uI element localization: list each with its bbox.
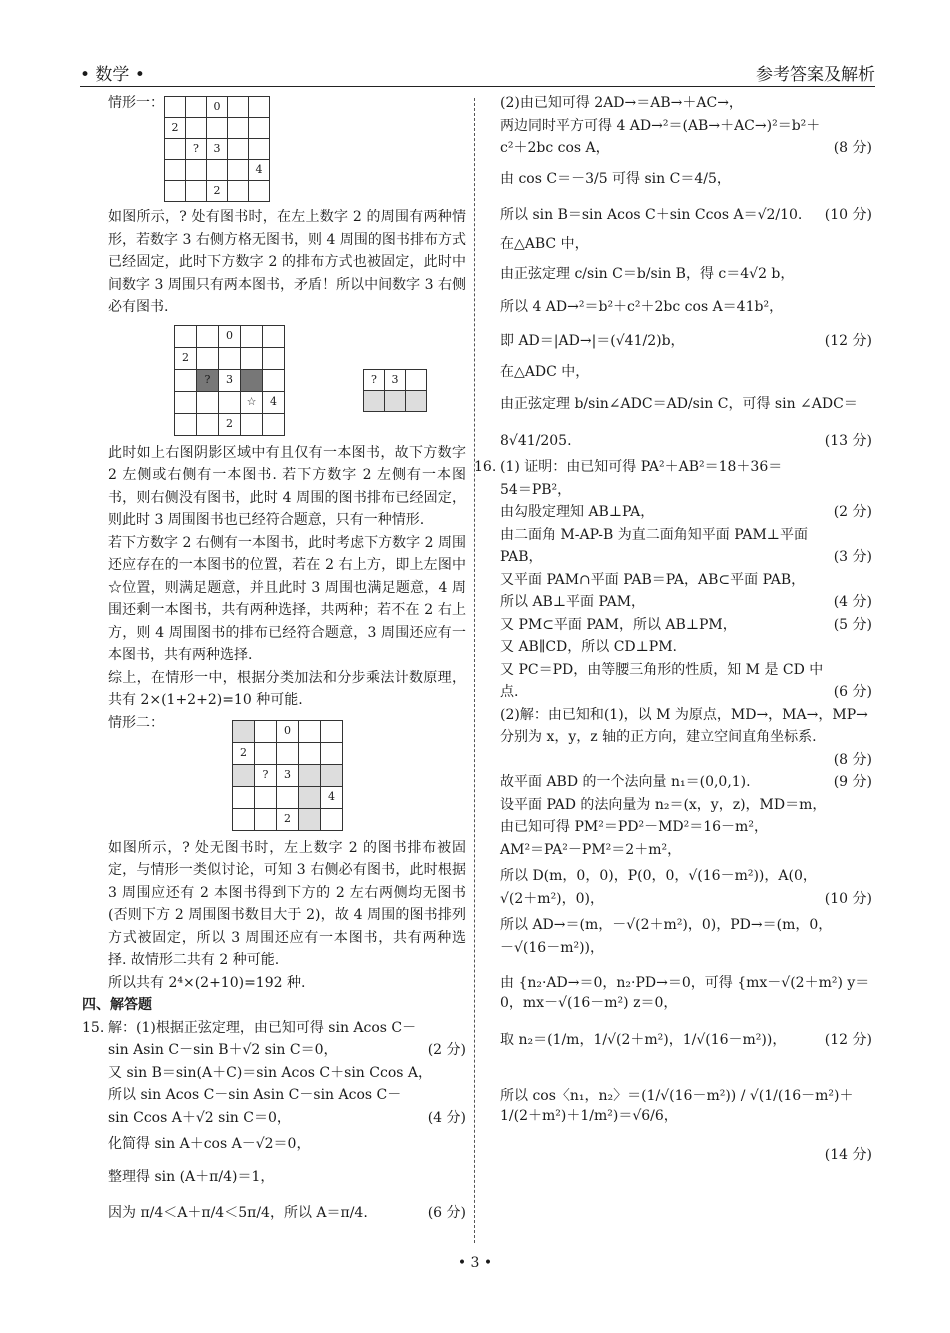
grid-cell (228, 181, 249, 202)
grid-cell (219, 391, 241, 413)
grid-cell (219, 347, 241, 369)
q16-score-8: (8 分) (833, 751, 872, 768)
grid-cell (255, 808, 277, 830)
q15-line-6: 化简得 sin A＋cos A－√2＝0， (108, 1136, 311, 1152)
grid-cell: ? (364, 369, 385, 390)
grid-cell: 2 (233, 742, 255, 764)
q15-row-8 (108, 1202, 466, 1225)
grid-case1-star (174, 325, 285, 436)
grid-row (175, 413, 285, 435)
q16-number: 16. (474, 459, 497, 475)
q16-score-3: (3 分) (833, 549, 872, 565)
grid-cell: ? (197, 369, 219, 391)
paragraph-1: 如图所示，? 处有图书时，在左上数字 2 的周围有两种情形，若数字 3 右侧方格无图书，则 4 周围的图书排布方式已经固定，此时下方数字 2 的排布方式也被固定，此时中间数字 3 周围只有两本图书，矛盾！所以中间数字 3 右侧必有图书. (108, 209, 466, 315)
grid-cell (263, 347, 285, 369)
grid-cell (233, 720, 255, 742)
grid-cell (249, 118, 270, 139)
grid-cell: 4 (249, 160, 270, 181)
grid-cell (186, 181, 207, 202)
grid-cell (197, 347, 219, 369)
grid-row (175, 325, 285, 347)
r-line-12: 8√41/205. (500, 432, 572, 449)
grid-row (175, 347, 285, 369)
q15-line-5: sin Ccos A＋√2 sin C＝0， (108, 1109, 291, 1126)
r-line-6: 在△ABC 中， (500, 235, 589, 252)
grid-cell (197, 325, 219, 347)
grid-cell: 2 (207, 181, 228, 202)
case1-subfigures (174, 325, 466, 436)
section-heading: 四、解答题 (82, 997, 152, 1013)
grid-cell: 0 (207, 97, 228, 118)
grid-row (233, 786, 343, 808)
q16-row-3 (500, 501, 872, 524)
grid-cell (299, 742, 321, 764)
q15-first-line (82, 1017, 466, 1040)
subject-label: • 数学 • (80, 65, 145, 85)
paragraph-4: 综上，在情形一中，根据分类加法和分步乘法计数原理，共有 2×(1+2+2)=10 种可能. (108, 669, 466, 708)
q16-line-12: (2)解：由已知和(1)，以 M 为原点，MD→，MA→，MP→ (500, 706, 868, 723)
grid-cell (406, 390, 427, 411)
r-line-8: 所以 4 AD→²＝b²＋c²＋2bc cos A＝41b²， (500, 298, 784, 315)
grid-cell (263, 369, 285, 391)
q16-first-line (474, 456, 872, 479)
paragraph-6: 所以共有 2⁴×(2+10)=192 种. (108, 974, 306, 991)
left-column (82, 92, 466, 1225)
grid-cell (207, 160, 228, 181)
q15-line-8: 因为 π/4＜A＋π/4＜5π/4，所以 A＝π/4. (108, 1205, 368, 1221)
grid-row (233, 742, 343, 764)
grid-cell (197, 391, 219, 413)
paragraph-5: 如图所示，? 处无图书时，左上数字 2 的图书排布被固定，与情形一类似讨论，可知 3 右侧必有图书，此时根据 3 周围应还有 2 本图书得到下方的 2 左右两侧均无图书(否则下方 2 周围图书数目大于 2)，故 4 周围的图书排列方式被固定，所以 3 周围还应有一本图书，共有两种选择. 故情形二共有 2 种可能. (108, 839, 466, 968)
grid-cell: 2 (175, 347, 197, 369)
grid-cell (321, 720, 343, 742)
q16-line-7: 所以 AB⊥平面 PAM， (500, 594, 646, 610)
q16-row-5 (500, 546, 872, 569)
right-column (474, 92, 872, 1166)
grid-cell (321, 742, 343, 764)
q16-score-10: (10 分) (824, 890, 872, 907)
q16-line-11: 点. (500, 684, 519, 700)
q15-line-2: sin Asin C－sin B＋√2 sin C＝0， (108, 1042, 338, 1058)
grid-case1 (164, 96, 270, 202)
grid-cell (233, 786, 255, 808)
r-row-5 (500, 204, 872, 227)
q16-line-4: 由二面角 M-AP-B 为直二面角知平面 PAM⊥平面 (500, 526, 808, 543)
q15-line-1: 解：(1)根据正弦定理，由已知可得 sin Acos C－ (108, 1019, 417, 1036)
grid-cell (321, 808, 343, 830)
grid-cell (277, 786, 299, 808)
q16-score-6: (6 分) (833, 684, 872, 700)
column-divider (474, 98, 475, 1243)
grid-cell: 2 (277, 808, 299, 830)
grid-cell (165, 97, 186, 118)
grid-cell: 0 (277, 720, 299, 742)
grid-cell: 3 (277, 764, 299, 786)
q16-line-2: 54＝PB²， (500, 481, 572, 498)
q16-line-14: 故平面 ABD 的一个法向量 n₁＝(0,0,1). (500, 774, 751, 790)
r-score-8: (8 分) (833, 140, 872, 156)
q16-score-12: (12 分) (824, 1032, 872, 1048)
q16-score-4: (4 分) (833, 594, 872, 610)
grid-row (165, 160, 270, 181)
q16-line-24: 所以 cos〈n₁，n₂〉＝(1/√(16－m²)) / √(1/(16－m²)＋1/(2＋m²)＋1/m²)＝√6/6， (500, 1087, 854, 1124)
q16-row-14 (500, 771, 872, 794)
q16-row-11 (500, 681, 872, 704)
grid-cell (233, 808, 255, 830)
q16-row-19 (500, 888, 872, 911)
q16-row-8 (500, 614, 872, 637)
grid-cell (385, 390, 406, 411)
q15-line-7: 整理得 sin (A＋π/4)＝1， (108, 1168, 275, 1185)
r-row-3 (500, 137, 872, 160)
grid-cell (175, 391, 197, 413)
r-score-13: (13 分) (824, 432, 872, 449)
grid-row (165, 97, 270, 118)
grid-cell: 2 (219, 413, 241, 435)
grid-cell (165, 139, 186, 160)
q16-score-14: (14 分) (824, 1146, 872, 1163)
grid-row (165, 118, 270, 139)
r-line-9: 即 AD＝|AD→|＝(√41/2)b， (500, 333, 685, 349)
grid-row (175, 369, 285, 391)
grid-cell (197, 413, 219, 435)
case1-label: 情形一： (108, 95, 164, 111)
q15-row-2 (108, 1039, 466, 1062)
grid-cell (255, 786, 277, 808)
grid-cell (175, 369, 197, 391)
q16-line-16: 由已知可得 PM²＝PD²－MD²＝16－m²， (500, 819, 768, 835)
grid-cell (241, 325, 263, 347)
grid-cell (406, 369, 427, 390)
grid-cell: ? (255, 764, 277, 786)
grid-cell (165, 181, 186, 202)
grid-cell (321, 764, 343, 786)
grid-case2 (232, 720, 343, 831)
q15-number: 15. (82, 1019, 105, 1036)
r-line-4: 由 cos C＝－3/5 可得 sin C＝4/5， (500, 170, 731, 187)
grid-cell (299, 786, 321, 808)
grid-cell: 4 (263, 391, 285, 413)
grid-cell: ? (186, 139, 207, 160)
grid-row (233, 720, 343, 742)
paragraph-3: 若下方数字 2 右侧有一本图书，此时考虑下方数字 2 周围还应存在的一本图书的位置，若在 2 右上方，即上左图中☆位置，则满足题意，并且此时 3 周围也满足题意，4 周围还剩一本图书，共有两种选择，共两种；若不在 2 右上方，则 4 周围图书的排布已经符合题意，3 周围还应有一本图书，共有两种选择. (108, 534, 466, 663)
grid-cell (241, 413, 263, 435)
q16-line-20: 所以 AD→＝(m，－√(2＋m²)，0)，PD→＝(m，0， (500, 917, 833, 933)
q16-row-7 (500, 591, 872, 614)
grid-cell (228, 139, 249, 160)
grid-cell (233, 764, 255, 786)
grid-cell (186, 160, 207, 181)
r-row-12 (500, 430, 872, 453)
q15-score-6: (6 分) (427, 1205, 466, 1221)
q16-line-1: (1) 证明：由已知可得 PA²＋AB²＝18＋36＝ (500, 459, 783, 475)
grid-row (165, 139, 270, 160)
grid-cell (249, 181, 270, 202)
r-line-1: (2)由已知可得 2AD→＝AB→＋AC→， (500, 95, 743, 111)
q16-line-6: 又平面 PAM∩平面 PAB＝PA，AB⊂平面 PAB， (500, 571, 806, 588)
q16-line-23: 取 n₂＝(1/m，1/√(2＋m²)，1/√(16－m²))， (500, 1032, 787, 1048)
grid-cell (228, 97, 249, 118)
q15-score-4: (4 分) (427, 1109, 466, 1126)
grid-row (175, 391, 285, 413)
r-line-2: 两边同时平方可得 4 AD→²＝(AB→＋AC→)²＝b²＋ (500, 117, 821, 134)
paragraph-2: 此时如上右图阴影区域中有且仅有一本图书，故下方数字 2 左侧或右侧有一本图书. 若下方数字 2 左侧有一本图书，则右侧没有图书，此时 4 周围的图书排布已经固定，则此时 3 周围图书也已经符合题意，只有一种情形. (108, 444, 466, 528)
grid-cell: 0 (219, 325, 241, 347)
grid-cell (249, 97, 270, 118)
q16-line-17: AM²＝PA²－PM²＝2＋m²， (500, 841, 682, 858)
q16-row-23 (500, 1029, 872, 1052)
q15-line-3: 又 sin B＝sin(A＋C)＝sin Acos C＋sin Ccos A， (108, 1064, 433, 1081)
grid-cell: 3 (207, 139, 228, 160)
grid-cell (228, 160, 249, 181)
q15-row-5 (108, 1107, 466, 1130)
r-line-5: 所以 sin B＝sin Acos C＋sin Ccos A＝√2/10. (500, 207, 803, 223)
grid-cell: ☆ (241, 391, 263, 413)
grid-cell (299, 764, 321, 786)
r-line-11: 由正弦定理 b/sin∠ADC＝AD/sin C，可得 sin ∠ADC＝ (500, 396, 858, 412)
q16-line-5: PAB， (500, 549, 543, 565)
q15-line-4: 所以 sin Acos C－sin Asin C－sin Acos C－ (108, 1087, 402, 1103)
case2-figure (108, 712, 466, 837)
grid-cell (186, 97, 207, 118)
q16-line-21: －√(16－m²))， (500, 939, 605, 956)
grid-cell (241, 347, 263, 369)
q16-line-10: 又 PC＝PD，由等腰三角形的性质，知 M 是 CD 中 (500, 661, 824, 678)
r-row-9 (500, 330, 872, 353)
q16-score-9: (9 分) (833, 774, 872, 790)
q16-line-15: 设平面 PAD 的法向量为 n₂＝(x，y，z)，MD＝m， (500, 796, 827, 813)
grid-cell (228, 118, 249, 139)
grid-cell (299, 720, 321, 742)
grid-cell (165, 160, 186, 181)
grid-cell (186, 118, 207, 139)
q16-score-2: (2 分) (833, 504, 872, 520)
grid-cell (255, 720, 277, 742)
grid-cell (299, 808, 321, 830)
header-title: 参考答案及解析 (756, 65, 875, 85)
grid-cell (263, 325, 285, 347)
grid-cell: 4 (321, 786, 343, 808)
grid-row (233, 764, 343, 786)
grid-cell (249, 139, 270, 160)
grid-row (233, 808, 343, 830)
page-header (80, 58, 875, 88)
r-line-10: 在△ADC 中， (500, 363, 590, 380)
grid-cell (241, 369, 263, 391)
q16-line-9: 又 AB∥CD，所以 CD⊥PM. (500, 639, 678, 655)
grid-cell (263, 413, 285, 435)
q16-line-22: 由 {n₂·AD→＝0，n₂·PD→＝0，可得 {mx－√(2＋m²) y＝0，mx－√(16－m²) z＝0， (500, 975, 870, 1011)
case2-label: 情形二： (108, 714, 164, 731)
case1-figure (108, 92, 466, 202)
q15-score-2: (2 分) (427, 1042, 466, 1058)
grid-cell (255, 742, 277, 764)
r-score-12: (12 分) (824, 333, 872, 349)
q16-line-18: 所以 D(m，0，0)，P(0，0，√(16－m²))，A(0， (500, 868, 817, 884)
grid-row (364, 390, 427, 411)
q16-score-5: (5 分) (833, 616, 872, 633)
r-score-10: (10 分) (824, 207, 872, 223)
grid-row (165, 181, 270, 202)
grid-cell (277, 742, 299, 764)
grid-cell: 2 (165, 118, 186, 139)
grid-cell: 3 (219, 369, 241, 391)
grid-cell (175, 413, 197, 435)
page-number: • 3 • (457, 1255, 493, 1271)
q16-line-8: 又 PM⊂平面 PAM，所以 AB⊥PM， (500, 616, 737, 633)
r-line-3: c²＋2bc cos A， (500, 140, 610, 156)
grid-row (364, 369, 427, 390)
q16-line-3: 由勾股定理知 AB⊥PA， (500, 504, 655, 520)
grid-cell: 3 (385, 369, 406, 390)
grid-case1-shaded (363, 369, 427, 412)
grid-cell (175, 325, 197, 347)
q16-line-19: √(2＋m²)，0)， (500, 890, 605, 907)
q16-line-13: 分别为 x，y，z 轴的正方向，建立空间直角坐标系. (500, 729, 817, 745)
r-line-7: 由正弦定理 c/sin C＝b/sin B，得 c＝4√2 b， (500, 266, 795, 282)
header-rule (80, 86, 875, 87)
grid-cell (207, 118, 228, 139)
grid-cell (364, 390, 385, 411)
